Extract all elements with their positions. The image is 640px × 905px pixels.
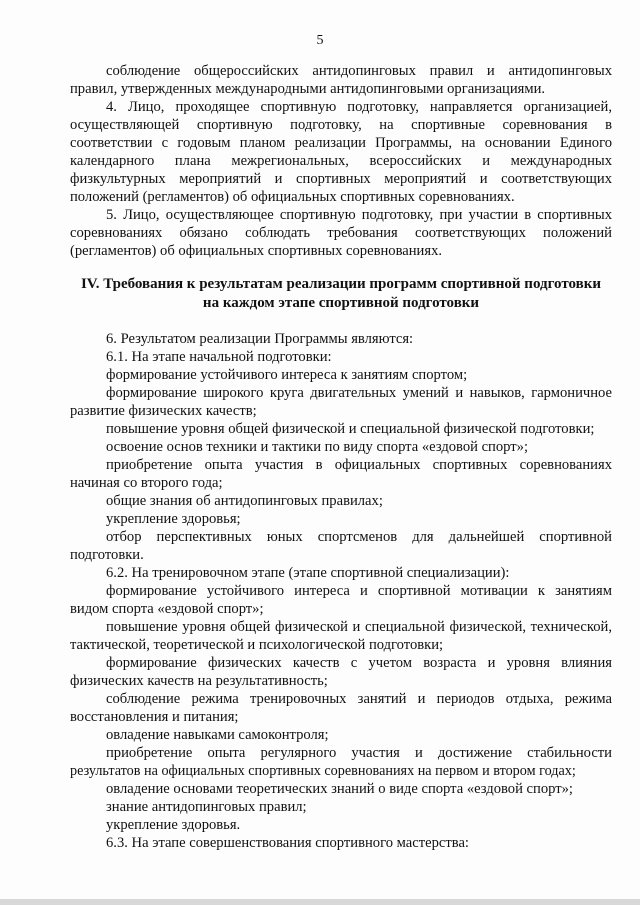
text-line: укрепление здоровья.: [106, 817, 241, 833]
text-line: 6.3. На этапе совершенствования спортивного мастерства:: [106, 835, 469, 851]
text-line: овладение основами теоретических знаний о виде спорта «ездовой спорт»;: [106, 781, 573, 797]
text-line: общие знания об антидопинговых правилах;: [106, 493, 383, 509]
text-line: положений (регламентов) об официальных спортивных соревнованиях.: [70, 189, 515, 205]
text-line: овладение навыками самоконтроля;: [106, 727, 329, 743]
text-line: 6.2. На тренировочном этапе (этапе спортивной специализации):: [106, 565, 510, 581]
text-line: приобретение опыта регулярного участия и достижение стабильности: [106, 745, 612, 761]
text-line: укрепление здоровья;: [106, 511, 241, 527]
text-line: знание антидопинговых правил;: [106, 799, 307, 815]
text-line: физкультурных мероприятий и спортивных мероприятий и соответствующих: [70, 171, 612, 187]
text-line: видом спорта «ездовой спорт»;: [70, 601, 264, 617]
text-line: подготовки.: [70, 547, 144, 563]
text-line: приобретение опыта участия в официальных спортивных соревнованиях: [106, 457, 612, 473]
text-line: 6.1. На этапе начальной подготовки:: [106, 349, 332, 365]
text-line: (регламентов) об официальных спортивных соревнованиях.: [70, 243, 443, 259]
text-line: результатов на официальных спортивных соревнованиях на первом и втором годах;: [70, 763, 576, 779]
text-line: тактической, теоретической и психологической подготовки;: [70, 637, 444, 653]
text-line: развитие физических качеств;: [70, 403, 257, 419]
text-line: 5. Лицо, осуществляющее спортивную подготовку, при участии в спортивных: [106, 207, 612, 223]
text-line: повышение уровня общей физической и специальной физической, технической,: [106, 619, 612, 635]
text-line: начиная со второго года;: [70, 475, 223, 491]
text-line: освоение основ техники и тактики по виду спорта «ездовой спорт»;: [106, 439, 529, 455]
text-line: 6. Результатом реализации Программы являются:: [106, 331, 414, 347]
text-line: правил, утвержденных международными антидопинговыми организациями.: [70, 81, 546, 97]
text-line: повышение уровня общей физической и специальной физической подготовки;: [106, 421, 595, 437]
text-line: соответствии с годовым планом реализации Программы, на основании Единого: [70, 135, 612, 151]
text-line: отбор перспективных юных спортсменов для дальнейшей спортивной: [106, 529, 612, 545]
text-line: формирование широкого круга двигательных умений и навыков, гармоничное: [106, 385, 612, 401]
text-line: восстановления и питания;: [70, 709, 239, 725]
text-line: формирование устойчивого интереса к занятиям спортом;: [106, 367, 468, 383]
page-number: 5: [316, 33, 324, 48]
text-line: формирование устойчивого интереса и спортивной мотивации к занятиям: [106, 583, 612, 599]
text-line: 4. Лицо, проходящее спортивную подготовку, направляется организацией,: [106, 99, 612, 115]
text-line: соблюдение режима тренировочных занятий и периодов отдыха, режима: [106, 691, 612, 707]
text-line: соревнованиях обязано соблюдать требования соответствующих положений: [70, 225, 612, 241]
page-edge: [0, 899, 640, 905]
text-line: соблюдение общероссийских антидопинговых правил и антидопинговых: [106, 63, 612, 79]
section-heading: на каждом этапе спортивной подготовки: [202, 295, 480, 311]
text-line: физических качеств на результативность;: [70, 673, 328, 689]
text-line: формирование физических качеств с учетом возраста и уровня влияния: [106, 655, 612, 671]
text-line: осуществляющей спортивную подготовку, на спортивные соревнования в: [70, 117, 612, 133]
section-heading: IV. Требования к результатам реализации программ спортивной подготовки: [80, 276, 602, 292]
text-line: календарного плана межрегиональных, всероссийских и международных: [70, 153, 612, 169]
